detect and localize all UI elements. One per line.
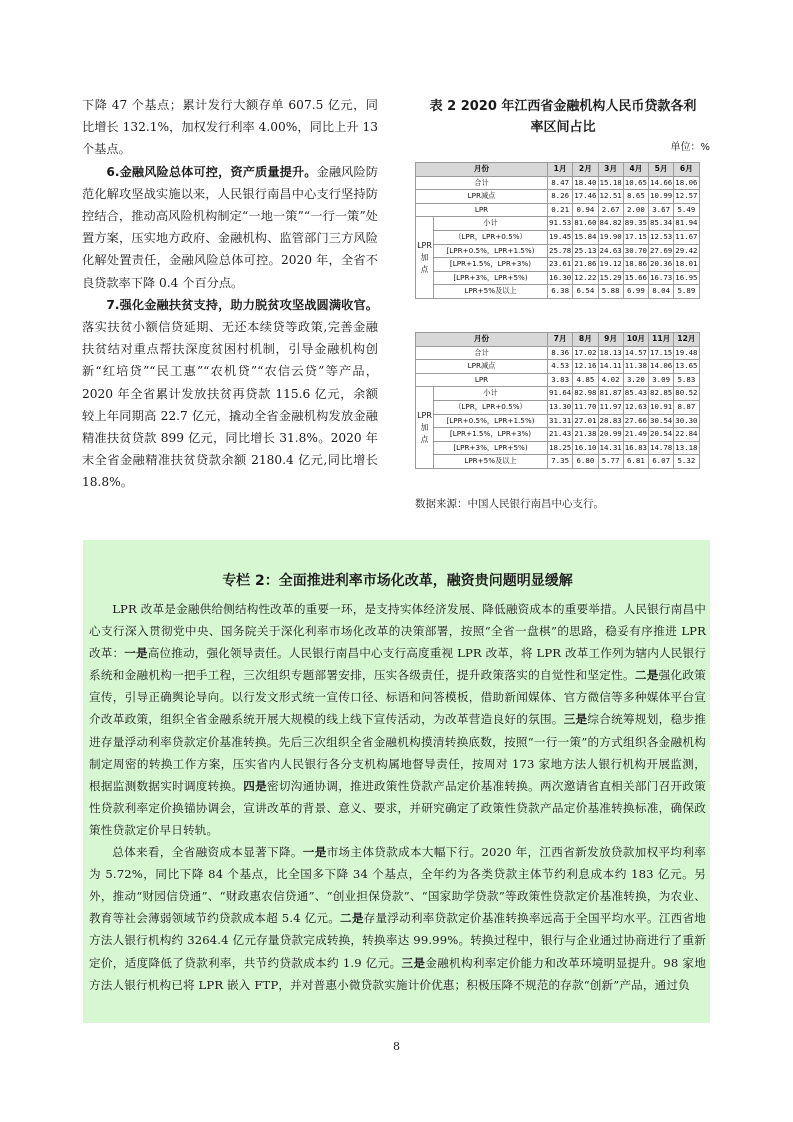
value-cell: 8.04 [649,285,674,299]
value-cell: 18.06 [674,176,699,190]
value-cell: 27.69 [649,244,674,258]
value-cell: 13.30 [548,400,573,414]
value-cell: 8.65 [623,190,648,204]
value-cell: 15.18 [598,176,623,190]
feature-column-box [83,540,710,1023]
value-cell: 6.38 [548,285,573,299]
left-paragraph-1: 下降 47 个基点；累计发行大额存单 607.5 亿元，同比增长 132.1%，加权发行利率 4.00%，同比上升 13 个基点。 [82,98,378,157]
value-cell: 14.66 [649,176,674,190]
month-header-cell: 7月 [548,333,573,347]
value-cell: 21.49 [623,428,648,442]
left-column [82,94,378,494]
rate-table-part-2 [415,332,700,469]
value-cell: 81.87 [598,387,623,401]
value-cell: 16.30 [548,271,573,285]
p1-text-c: 高位推动，强化领导责任。人民银行南昌中心支行高度重视 LPR 改革，将 LPR 改革工作列为辖内人民银行系统和金融机构一把手工程，三次组织专题部署安排，压实各级责任，提升政策落实的自觉性和坚定性。 [89,646,707,683]
p2-text-a: 总体来看，全省融资成本显著下降。 [112,845,303,860]
value-cell: 12.57 [674,190,699,204]
table-row [416,271,700,285]
table-row [416,190,700,204]
table-row [416,455,700,469]
value-cell: 91.64 [548,387,573,401]
row-label-cell: 合计 [416,346,548,360]
value-cell: 17.15 [649,346,674,360]
row-label-cell: [LPR+1.5%，LPR+3%) [434,258,548,272]
table-header-row [416,333,700,347]
value-cell: 82.85 [649,387,674,401]
value-cell: 8.26 [548,190,573,204]
value-cell: 7.35 [548,455,573,469]
value-cell: 25.13 [573,244,598,258]
value-cell: 13.18 [674,441,699,455]
row-label-cell: [LPR+3%，LPR+5%) [434,271,548,285]
value-cell: 31.31 [548,414,573,428]
value-cell: 10.65 [623,176,648,190]
feature-column-paragraph-1 [89,598,706,841]
value-cell: 6.54 [573,285,598,299]
row-label-cell: LPR [416,203,548,217]
value-cell: 17.46 [573,190,598,204]
group-label-cell: LPR 加点 [416,387,434,469]
value-cell: 3.67 [649,203,674,217]
p2-bold-1: 一是 [302,845,327,860]
value-cell: 15.29 [598,271,623,285]
value-cell: 5.88 [598,285,623,299]
row-label-cell: LPR减点 [416,360,548,374]
month-header-cell: 8月 [573,333,598,347]
value-cell: 18.40 [573,176,598,190]
table-row [416,230,700,244]
p2-text-d: 存量浮动利率贷款定价基准转换率远高于全国平均水平。江西省地方法人银行机构约 3264.4 亿元存量贷款完成转换，转换率达 99.99%。转换过程中，银行与企业通过协商进行了重新定价，适度降低了贷款利率，共节约贷款成本约 1.9 亿元。 [89,911,706,970]
p1-text-f: 密切沟通协调，推进政策性贷款产品定价基准转换。两次邀请省直相关部门召开政策性贷款利率定价换锚协调会，宣讲改革的背景、意义、要求，并研究确定了政策性贷款产品定价基准转换标准，确保政策性贷款定价早日转轨。 [89,778,706,837]
left-paragraph-3-heading: 7.强化金融扶贫支持，助力脱贫攻坚战圆满收官。 [106,297,378,312]
table-row [416,373,700,387]
left-paragraph-2-heading: 6.金融风险总体可控，资产质量提升。 [106,164,317,179]
value-cell: 2.67 [598,203,623,217]
value-cell: 0.21 [548,203,573,217]
value-cell: 11.38 [623,360,648,374]
table-row [416,414,700,428]
p1-bold-3: 三是 [563,712,588,727]
table-header-row [416,163,700,177]
value-cell: 21.86 [573,258,598,272]
value-cell: 3.83 [548,373,573,387]
table-row [416,258,700,272]
value-cell: 10.91 [649,400,674,414]
left-paragraph-2 [82,161,378,294]
value-cell: 28.83 [598,414,623,428]
value-cell: 18.13 [598,346,623,360]
table-title-line-2: 率区间占比 [530,120,596,135]
value-cell: 5.83 [674,373,699,387]
value-cell: 8.36 [548,346,573,360]
value-cell: 18.01 [674,258,699,272]
table-title [413,96,713,138]
p1-bold-4: 四是 [243,778,268,793]
value-cell: 15.66 [623,271,648,285]
value-cell: 2.00 [623,203,648,217]
row-label-cell: LPR+5%及以上 [434,285,548,299]
feature-column-title: 专栏 2：全面推进利率市场化改革，融资贵问题明显缓解 [222,573,573,589]
table-row [416,285,700,299]
value-cell: 25.78 [548,244,573,258]
value-cell: 29.42 [674,244,699,258]
table-row [416,176,700,190]
value-cell: 82.98 [573,387,598,401]
value-cell: 14.31 [598,441,623,455]
value-cell: 14.57 [623,346,648,360]
month-header-cell: 10月 [623,333,648,347]
value-cell: 6.80 [573,455,598,469]
table-header-label: 月份 [416,163,548,177]
month-header-cell: 2月 [573,163,598,177]
value-cell: 27.66 [623,414,648,428]
value-cell: 21.38 [573,428,598,442]
value-cell: 15.84 [573,230,598,244]
value-cell: 81.94 [674,217,699,231]
value-cell: 6.81 [623,455,648,469]
value-cell: 84.82 [598,217,623,231]
row-label-cell: [LPR+0.5%，LPR+1.5%) [434,244,548,258]
table-row [416,203,700,217]
value-cell: 24.63 [598,244,623,258]
row-label-cell: [LPR+0.5%，LPR+1.5%) [434,414,548,428]
table-row [416,217,700,231]
left-paragraph-2-text: 金融风险防范化解攻坚战实施以来，人民银行南昌中心支行坚持防控结合，推动高风险机构制定“一地一策”“一行一策”处置方案，压实地方政府、金融机构、监管部门三方风险化解处置责任，金融风险总体可控。2020 年，全省不良贷款率下降 0.4 个百分点。 [82,164,378,290]
month-header-cell: 6月 [674,163,699,177]
rate-table-part-1 [415,162,700,299]
value-cell: 6.07 [649,455,674,469]
table-unit: 单位：% [670,142,710,153]
value-cell: 11.67 [674,230,699,244]
row-label-cell: LPR减点 [416,190,548,204]
value-cell: 8.87 [674,400,699,414]
value-cell: 5.49 [674,203,699,217]
value-cell: 22.84 [674,428,699,442]
value-cell: 12.51 [598,190,623,204]
value-cell: 16.10 [573,441,598,455]
value-cell: 20.99 [598,428,623,442]
value-cell: 11.97 [598,400,623,414]
value-cell: 3.20 [623,373,648,387]
value-cell: 10.99 [649,190,674,204]
p2-bold-3: 三是 [401,955,426,970]
table-row [416,400,700,414]
p2-text-c: 市场主体贷款成本大幅下行。2020 年，江西省新发放贷款加权平均利率为 5.72%，同比下降 84 个基点，比全国多下降 34 个基点，全年约为各类贷款主体节约利息成本约 183 亿元。另外，推动“财园信贷通”、“财政惠农信贷通”、“创业担保贷款”、“国家助学贷款”等政策性贷款定价基准转换，为农业、教育等社会薄弱领域节约贷款成本超 5.4 亿元。 [89,845,706,926]
month-header-cell: 4月 [623,163,648,177]
value-cell: 19.90 [598,230,623,244]
group-label-cell: LPR 加点 [416,217,434,299]
row-label-cell: 小计 [434,387,548,401]
value-cell: 89.35 [623,217,648,231]
month-header-cell: 1月 [548,163,573,177]
value-cell: 16.83 [623,441,648,455]
value-cell: 12.16 [573,360,598,374]
value-cell: 13.65 [674,360,699,374]
p2-bold-2: 二是 [340,911,364,926]
value-cell: 80.52 [674,387,699,401]
month-header-cell: 3月 [598,163,623,177]
value-cell: 5.89 [674,285,699,299]
row-label-cell: [LPR+1.5%，LPR+3%) [434,428,548,442]
p1-bold-2: 二是 [634,668,659,683]
value-cell: 5.77 [598,455,623,469]
p1-text-d: 强化政策宣传，引导正确舆论导向。以行发文形式统一宣传口径、标语和问答模板，借助新闻媒体、官方微信等多种媒体平台宣介改革政策，组织全省金融系统开展大规模的线上线下宣传活动，为改革营造良好的氛围。 [89,668,707,727]
row-label-cell: LPR+5%及以上 [434,455,548,469]
value-cell: 4.53 [548,360,573,374]
table-row [416,244,700,258]
row-label-cell: LPR [416,373,548,387]
value-cell: 19.12 [598,258,623,272]
value-cell: 18.86 [623,258,648,272]
month-header-cell: 5月 [649,163,674,177]
p1-text-a: LPR 改革是金融供给侧结构性改革的重要一环，是支持实体经济发展、降低融资成本的重要举措。人民银行南昌中心支行深入贯彻党中央、国务院关于深化利率市场化改革的决策部署，按照“全省一盘棋”的思路，稳妥有序推进 LPR 改革： [89,602,706,661]
table-title-line-1: 表 2 2020 年江西省金融机构人民币贷款各利 [429,99,697,114]
value-cell: 20.36 [649,258,674,272]
value-cell: 5.32 [674,455,699,469]
left-paragraph-3-text: 落实扶贫小额信贷延期、无还本续贷等政策,完善金融扶贫结对重点帮扶深度贫困村机制，引导金融机构创新“红培贷”“民工惠”“农机贷”“农信云贷”等产品，2020 年全省累计发放扶贫再贷款 115.6 亿元，余额较上年同期高 22.7 亿元，撬动全省金融机构发放金融精准扶贫贷款 899 亿元，同比增长 31.8%。2020 年末全省金融精准扶贫贷款余额 2180.4 亿元,同比增长 18.8%。 [82,320,378,490]
value-cell: 16.73 [649,271,674,285]
value-cell: 6.99 [623,285,648,299]
value-cell: 21.43 [548,428,573,442]
table-row [416,346,700,360]
month-header-cell: 11月 [649,333,674,347]
table-header-label: 月份 [416,333,548,347]
table-source: 数据来源：中国人民银行南昌中心支行。 [415,498,604,510]
left-paragraph-3 [82,294,378,494]
value-cell: 8.47 [548,176,573,190]
table-row [416,441,700,455]
value-cell: 85.43 [623,387,648,401]
value-cell: 17.02 [573,346,598,360]
value-cell: 3.09 [649,373,674,387]
value-cell: 12.63 [623,400,648,414]
value-cell: 4.85 [573,373,598,387]
table-row [416,428,700,442]
month-header-cell: 12月 [674,333,699,347]
value-cell: 16.95 [674,271,699,285]
value-cell: 23.61 [548,258,573,272]
value-cell: 19.48 [674,346,699,360]
value-cell: 12.22 [573,271,598,285]
row-label-cell: 小计 [434,217,548,231]
value-cell: 20.54 [649,428,674,442]
p1-text-e: 综合统筹规划，稳步推进存量浮动利率贷款定价基准转换。先后三次组织全省金融机构摸清转换底数，按照“一行一策”的方式组织各金融机构制定周密的转换工作方案，压实省内人民银行各分支机构属地督导责任，按周对 173 家地方法人银行机构开展监测，根据监测数据实时调度转换。 [89,712,706,793]
feature-column-paragraph-2 [89,841,706,996]
value-cell: 91.53 [548,217,573,231]
p2-text-e: 金融机构利率定价能力和改革环境明显提升。98 家地方法人银行机构已将 LPR 嵌入 FTP，并对普惠小微贷款实施计价优惠；积极压降不规范的存款“创新”产品，通过负 [89,955,706,992]
value-cell: 18.25 [548,441,573,455]
row-label-cell: （LPR，LPR+0.5%） [434,230,548,244]
value-cell: 14.78 [649,441,674,455]
value-cell: 27.01 [573,414,598,428]
value-cell: 81.60 [573,217,598,231]
table-row [416,360,700,374]
month-header-cell: 9月 [598,333,623,347]
row-label-cell: 合计 [416,176,548,190]
value-cell: 0.94 [573,203,598,217]
table-row [416,387,700,401]
p1-bold-1: 一是 [124,646,148,661]
value-cell: 85.34 [649,217,674,231]
value-cell: 14.11 [598,360,623,374]
value-cell: 30.70 [623,244,648,258]
value-cell: 11.70 [573,400,598,414]
value-cell: 30.54 [649,414,674,428]
value-cell: 17.15 [623,230,648,244]
row-label-cell: （LPR，LPR+0.5%） [434,400,548,414]
page-number: 8 [393,1040,400,1053]
row-label-cell: [LPR+3%，LPR+5%) [434,441,548,455]
value-cell: 4.02 [598,373,623,387]
value-cell: 30.30 [674,414,699,428]
value-cell: 19.45 [548,230,573,244]
value-cell: 12.53 [649,230,674,244]
value-cell: 14.06 [649,360,674,374]
